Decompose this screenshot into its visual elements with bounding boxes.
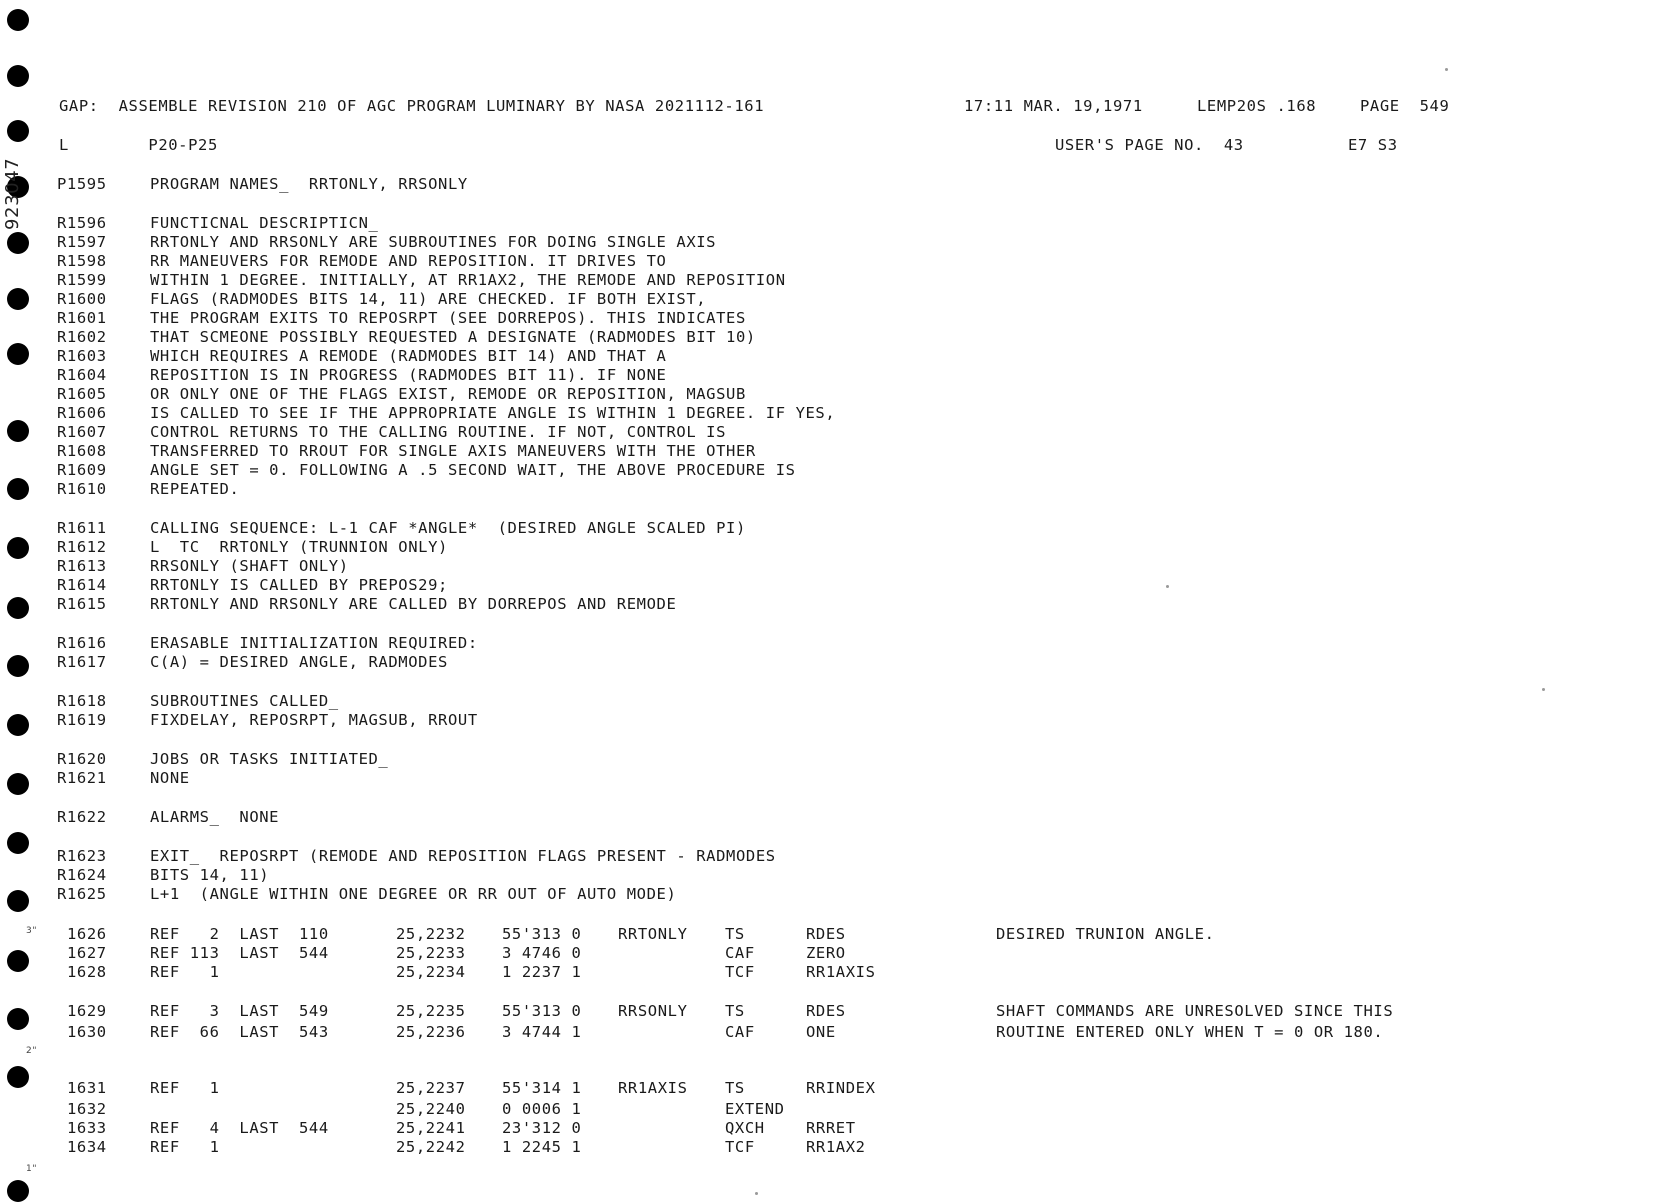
line-id: R1623: [57, 847, 107, 865]
line-id: R1608: [57, 442, 107, 460]
code-opcode: TCF: [725, 963, 755, 981]
punch-hole: [7, 478, 29, 500]
code-line-number: 1626: [67, 925, 107, 943]
code-label: RR1AXIS: [618, 1079, 688, 1097]
line-id: R1596: [57, 214, 107, 232]
punch-hole: [7, 1008, 29, 1030]
code-operand: RRRET: [806, 1119, 856, 1137]
code-address: 25,2240: [396, 1100, 466, 1118]
speck: [1445, 68, 1448, 71]
line-id: R1614: [57, 576, 107, 594]
line-id: R1622: [57, 808, 107, 826]
line-id: R1610: [57, 480, 107, 498]
punch-hole: [7, 9, 29, 31]
punch-hole: [7, 420, 29, 442]
comment-text: OR ONLY ONE OF THE FLAGS EXIST, REMODE OR REPOSITION, MAGSUB: [150, 385, 746, 403]
comment-text: JOBS OR TASKS INITIATED_: [150, 750, 389, 768]
comment-text: RRTONLY IS CALLED BY PREPOS29;: [150, 576, 448, 594]
code-address: 25,2233: [396, 944, 466, 962]
comment-text: NONE: [150, 769, 190, 787]
comment-text: ANGLE SET = 0. FOLLOWING A .5 SECOND WAIT, THE ABOVE PROCEDURE IS: [150, 461, 796, 479]
code-opcode: QXCH: [725, 1119, 765, 1137]
code-comment: DESIRED TRUNION ANGLE.: [996, 925, 1215, 943]
code-word: 55'313 0: [502, 925, 582, 943]
code-operand: RDES: [806, 925, 846, 943]
line-id: R1607: [57, 423, 107, 441]
punch-hole: [7, 232, 29, 254]
code-operand: ONE: [806, 1023, 836, 1041]
comment-text: IS CALLED TO SEE IF THE APPROPRIATE ANGLE IS WITHIN 1 DEGREE. IF YES,: [150, 404, 836, 422]
code-ref: REF 1: [150, 963, 220, 981]
line-id: R1601: [57, 309, 107, 327]
comment-text: RRSONLY (SHAFT ONLY): [150, 557, 349, 575]
punch-hole: [7, 773, 29, 795]
code-address: 25,2241: [396, 1119, 466, 1137]
comment-text: C(A) = DESIRED ANGLE, RADMODES: [150, 653, 448, 671]
code-opcode: CAF: [725, 944, 755, 962]
scale-mark: 3": [26, 926, 38, 936]
punch-hole: [7, 832, 29, 854]
users-page: USER'S PAGE NO. 43: [1055, 136, 1244, 154]
code-operand: RDES: [806, 1002, 846, 1020]
comment-text: THAT SCMEONE POSSIBLY REQUESTED A DESIGNATE (RADMODES BIT 10): [150, 328, 756, 346]
punch-hole: [7, 537, 29, 559]
line-id: R1612: [57, 538, 107, 556]
line-id: R1613: [57, 557, 107, 575]
comment-text: SUBROUTINES CALLED_: [150, 692, 339, 710]
code-word: 23'312 0: [502, 1119, 582, 1137]
code-address: 25,2235: [396, 1002, 466, 1020]
comment-text: WITHIN 1 DEGREE. INITIALLY, AT RR1AX2, THE REMODE AND REPOSITION: [150, 271, 786, 289]
comment-text: REPEATED.: [150, 480, 240, 498]
speck: [755, 1192, 758, 1195]
comment-text: CALLING SEQUENCE: L-1 CAF *ANGLE* (DESIRED ANGLE SCALED PI): [150, 519, 746, 537]
scale-mark: 2": [26, 1046, 38, 1056]
code-label: RRTONLY: [618, 925, 688, 943]
comment-text: EXIT_ REPOSRPT (REMODE AND REPOSITION FLAGS PRESENT - RADMODES: [150, 847, 776, 865]
punch-hole: [7, 655, 29, 677]
punch-hole: [7, 950, 29, 972]
comment-text: TRANSFERRED TO RROUT FOR SINGLE AXIS MANEUVERS WITH THE OTHER: [150, 442, 756, 460]
code-ref: REF 1: [150, 1079, 220, 1097]
line-id: P1595: [57, 175, 107, 193]
punch-hole: [7, 288, 29, 310]
line-id: R1604: [57, 366, 107, 384]
code-opcode: TCF: [725, 1138, 755, 1156]
code-line-number: 1633: [67, 1119, 107, 1137]
line-id: R1599: [57, 271, 107, 289]
comment-text: L TC RRTONLY (TRUNNION ONLY): [150, 538, 448, 556]
code-opcode: TS: [725, 1079, 745, 1097]
speck: [1542, 688, 1545, 691]
sheet-code: E7 S3: [1348, 136, 1398, 154]
punch-hole: [7, 1180, 29, 1202]
punch-hole: [7, 65, 29, 87]
code-ref: REF 2 LAST 110: [150, 925, 329, 943]
code-address: 25,2232: [396, 925, 466, 943]
comment-text: FIXDELAY, REPOSRPT, MAGSUB, RROUT: [150, 711, 478, 729]
code-line-number: 1628: [67, 963, 107, 981]
line-id: R1605: [57, 385, 107, 403]
punch-hole: [7, 1066, 29, 1088]
code-comment: ROUTINE ENTERED ONLY WHEN T = 0 OR 180.: [996, 1023, 1384, 1041]
comment-text: RRTONLY AND RRSONLY ARE SUBROUTINES FOR DOING SINGLE AXIS: [150, 233, 717, 251]
line-id: R1624: [57, 866, 107, 884]
comment-text: REPOSITION IS IN PROGRESS (RADMODES BIT 11). IF NONE: [150, 366, 667, 384]
line-id: R1600: [57, 290, 107, 308]
comment-text: PROGRAM NAMES_ RRTONLY, RRSONLY: [150, 175, 468, 193]
code-ref: REF 1: [150, 1138, 220, 1156]
comment-text: RRTONLY AND RRSONLY ARE CALLED BY DORREPOS AND REMODE: [150, 595, 677, 613]
code-ref: REF 3 LAST 549: [150, 1002, 329, 1020]
line-id: R1598: [57, 252, 107, 270]
line-id: R1597: [57, 233, 107, 251]
line-id: R1621: [57, 769, 107, 787]
comment-text: FLAGS (RADMODES BITS 14, 11) ARE CHECKED. IF BOTH EXIST,: [150, 290, 707, 308]
build-id: LEMP20S .168: [1197, 97, 1317, 115]
comment-text: THE PROGRAM EXITS TO REPOSRPT (SEE DORREPOS). THIS INDICATES: [150, 309, 746, 327]
code-line-number: 1627: [67, 944, 107, 962]
code-word: 55'314 1: [502, 1079, 582, 1097]
code-line-number: 1631: [67, 1079, 107, 1097]
code-word: 55'313 0: [502, 1002, 582, 1020]
comment-text: L+1 (ANGLE WITHIN ONE DEGREE OR RR OUT OF AUTO MODE): [150, 885, 677, 903]
code-opcode: TS: [725, 1002, 745, 1020]
line-id: R1619: [57, 711, 107, 729]
code-address: 25,2236: [396, 1023, 466, 1041]
code-label: RRSONLY: [618, 1002, 688, 1020]
comment-text: FUNCTICNAL DESCRIPTICN_: [150, 214, 379, 232]
comment-text: ERASABLE INITIALIZATION REQUIRED:: [150, 634, 478, 652]
line-id: R1609: [57, 461, 107, 479]
timestamp: 17:11 MAR. 19,1971: [964, 97, 1143, 115]
code-operand: RR1AXIS: [806, 963, 876, 981]
code-line-number: 1630: [67, 1023, 107, 1041]
punch-hole: [7, 714, 29, 736]
speck: [1166, 585, 1169, 588]
code-ref: REF 4 LAST 544: [150, 1119, 329, 1137]
code-line-number: 1629: [67, 1002, 107, 1020]
comment-text: RR MANEUVERS FOR REMODE AND REPOSITION. IT DRIVES TO: [150, 252, 667, 270]
code-operand: RR1AX2: [806, 1138, 866, 1156]
punch-hole: [7, 597, 29, 619]
comment-text: CONTROL RETURNS TO THE CALLING ROUTINE. IF NOT, CONTROL IS: [150, 423, 727, 441]
line-id: R1617: [57, 653, 107, 671]
line-id: R1625: [57, 885, 107, 903]
comment-text: BITS 14, 11): [150, 866, 270, 884]
code-word: 1 2245 1: [502, 1138, 582, 1156]
section-label: L P20-P25: [59, 136, 218, 154]
code-opcode: CAF: [725, 1023, 755, 1041]
code-word: 0 0006 1: [502, 1100, 582, 1118]
code-address: 25,2242: [396, 1138, 466, 1156]
scale-mark: 1": [26, 1164, 38, 1174]
code-ref: REF 113 LAST 544: [150, 944, 329, 962]
line-id: R1611: [57, 519, 107, 537]
code-line-number: 1634: [67, 1138, 107, 1156]
punch-hole: [7, 120, 29, 142]
line-id: R1606: [57, 404, 107, 422]
code-operand: ZERO: [806, 944, 846, 962]
margin-edge-text: 923047: [2, 157, 23, 230]
comment-text: ALARMS_ NONE: [150, 808, 280, 826]
punch-hole: [7, 890, 29, 912]
comment-text: WHICH REQUIRES A REMODE (RADMODES BIT 14) AND THAT A: [150, 347, 667, 365]
code-line-number: 1632: [67, 1100, 107, 1118]
code-word: 3 4744 1: [502, 1023, 582, 1041]
line-id: R1602: [57, 328, 107, 346]
code-word: 3 4746 0: [502, 944, 582, 962]
code-operand: RRINDEX: [806, 1079, 876, 1097]
line-id: R1616: [57, 634, 107, 652]
punch-hole: [7, 343, 29, 365]
code-ref: REF 66 LAST 543: [150, 1023, 329, 1041]
code-opcode: TS: [725, 925, 745, 943]
page-number: PAGE 549: [1360, 97, 1450, 115]
code-comment: SHAFT COMMANDS ARE UNRESOLVED SINCE THIS: [996, 1002, 1394, 1020]
line-id: R1603: [57, 347, 107, 365]
code-word: 1 2237 1: [502, 963, 582, 981]
line-id: R1620: [57, 750, 107, 768]
line-id: R1618: [57, 692, 107, 710]
code-address: 25,2237: [396, 1079, 466, 1097]
code-address: 25,2234: [396, 963, 466, 981]
line-id: R1615: [57, 595, 107, 613]
listing-title: GAP: ASSEMBLE REVISION 210 OF AGC PROGRAM LUMINARY BY NASA 2021112-161: [59, 97, 765, 115]
code-opcode: EXTEND: [725, 1100, 785, 1118]
